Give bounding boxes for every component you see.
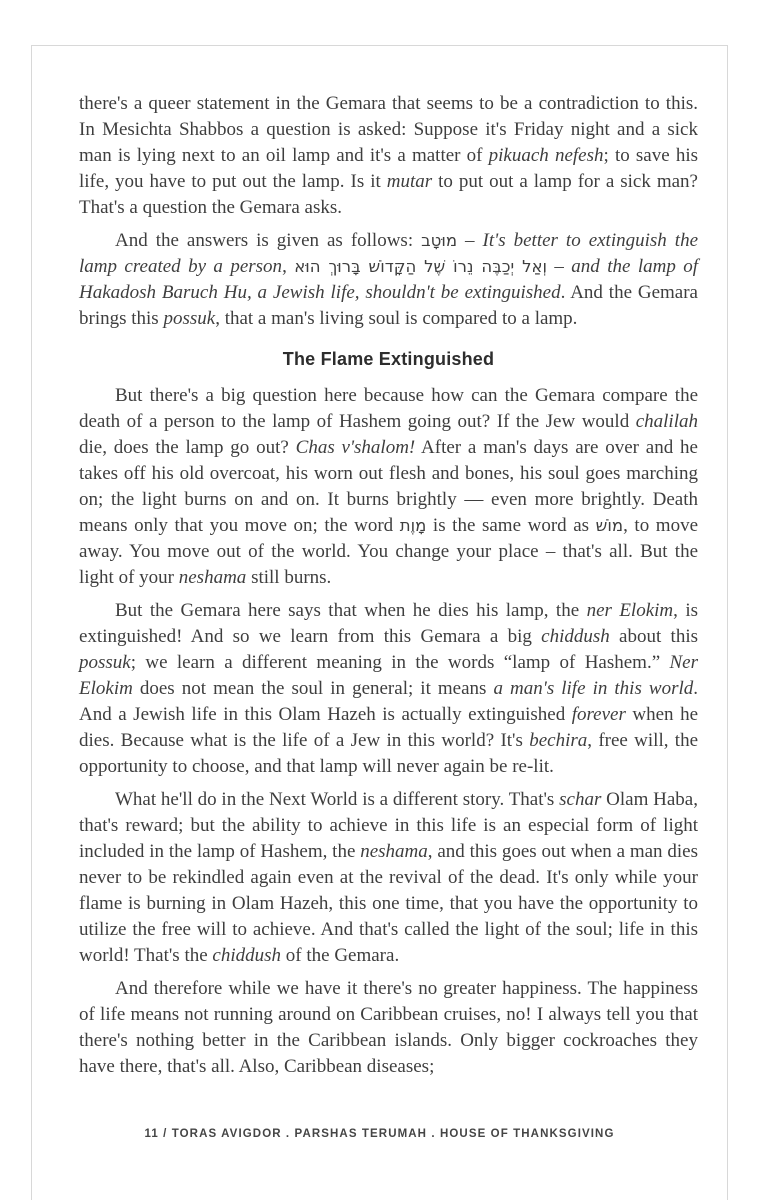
- body-text: is the same word as: [426, 515, 596, 536]
- body-text: , is extinguished! And so we learn from this Gemara a big: [79, 600, 699, 647]
- italic-text: Ner Elokim: [79, 652, 698, 699]
- body-text: there's a queer statement in the Gemara that seems to be a contradiction to this. In Mesichta Shabbos a question is asked: Suppose it's Friday night and a sick man is lying next to an oil lamp and it's a matter of: [79, 93, 698, 166]
- italic-text: neshama: [178, 567, 247, 588]
- body-text: when he dies. Because what is the life of a Jew in this world? It's: [79, 704, 699, 751]
- body-text: And therefore while we have it there's no greater happiness. The happiness of life means not running around on Caribbean cruises, no! I always tell you that there's nothing better in the Caribbean islands. Only bigger cockroaches they have there, that's all. Also, Caribbean diseases;: [79, 978, 698, 1077]
- italic-text: neshama: [360, 841, 428, 862]
- body-text: ,: [282, 256, 295, 277]
- body-text: does not mean the soul in general; it means: [132, 678, 494, 699]
- body-text: about this: [609, 626, 698, 647]
- body-text: –: [546, 256, 572, 277]
- document-body: [32, 46, 727, 1080]
- body-text: Olam Haba, that's reward; but the ability to achieve in this life is an especial form of light included in the lamp of Hashem, the: [79, 789, 698, 862]
- italic-text: bechira: [529, 730, 588, 751]
- paragraph: [79, 228, 698, 332]
- italic-text: chiddush: [541, 626, 610, 647]
- body-text: After a man's days are over and he takes off his old overcoat, his worn out flesh and bones, his soul goes marching on; the light burns on and on. It burns brightly — even more brightly. Death means only that you move on; the word: [79, 437, 698, 536]
- italic-text: Chas v'shalom!: [295, 437, 416, 458]
- body-text: still burns.: [246, 567, 332, 588]
- italic-text: pikuach nefesh: [488, 145, 604, 166]
- hebrew-text: מוּטָב: [421, 231, 458, 250]
- italic-text: possuk: [163, 308, 216, 329]
- body-text: ; we learn a different meaning in the words “lamp of Hashem.”: [130, 652, 670, 673]
- body-text: , that a man's living soul is compared to a lamp.: [215, 308, 578, 329]
- hebrew-text: וְאַל יְכַבֶּה נֵרוֹ שֶׁל הַקָּדוֹשׁ בָּרוּךְ הוּא: [294, 257, 547, 276]
- body-text: to put out a lamp for a sick man? That's a question the Gemara asks.: [79, 171, 698, 218]
- italic-text: It's better to extinguish the lamp created by a person: [79, 230, 698, 277]
- paragraph: [79, 91, 698, 221]
- paragraph: [79, 976, 698, 1080]
- body-text: . And the Gemara brings this: [79, 282, 698, 329]
- body-text: . And a Jewish life in this Olam Hazeh is actually extinguished: [79, 678, 698, 725]
- section-heading: The Flame Extinguished: [282, 349, 495, 369]
- italic-text: forever: [571, 704, 626, 725]
- italic-text: schar: [559, 789, 602, 810]
- page-footer: 11 / TORAS AVIGDOR . PARSHAS TERUMAH . HOUSE OF THANKSGIVING: [144, 1128, 615, 1140]
- italic-text: chalilah: [635, 411, 698, 432]
- hebrew-text: מוֹשׁ: [595, 516, 624, 535]
- paragraph: [79, 787, 698, 969]
- body-text: And the answers is given as follows:: [115, 230, 422, 251]
- body-text: But there's a big question here because how can the Gemara compare the death of a person to the lamp of Hashem going out? If the Jew would: [79, 385, 698, 432]
- document-page: [31, 45, 728, 1200]
- body-text: But the Gemara here says that when he dies his lamp, the: [115, 600, 587, 621]
- italic-text: mutar: [386, 171, 433, 192]
- paragraph: [79, 383, 698, 591]
- hebrew-text: מָוֶת: [399, 516, 427, 535]
- italic-text: ner Elokim: [586, 600, 674, 621]
- paragraph: [79, 598, 698, 780]
- italic-text: a man's life in this world: [493, 678, 694, 699]
- body-text: ; to save his life, you have to put out the lamp. Is it: [79, 145, 698, 192]
- body-text: , to move away. You move out of the world. You change your place – that's all. But the light of your: [79, 515, 698, 588]
- body-text: die, does the lamp go out?: [79, 437, 296, 458]
- italic-text: and the lamp of Hakadosh Baruch Hu, a Jewish life, shouldn't be extinguished: [79, 256, 699, 303]
- body-text: , free will, the opportunity to choose, and that lamp will never again be re-lit.: [79, 730, 699, 777]
- italic-text: possuk: [79, 652, 131, 673]
- body-text: , and this goes out when a man dies never to be rekindled again even at the revival of the dead. It's only while your flame is burning in Olam Hazeh, this one time, that you have the opportunity to utilize the free will to achieve. And that's called the light of the soul; life in this world! That's the: [79, 841, 698, 966]
- body-text: –: [457, 230, 483, 251]
- body-text: of the Gemara.: [281, 945, 400, 966]
- italic-text: chiddush: [212, 945, 282, 966]
- body-text: What he'll do in the Next World is a different story. That's: [115, 789, 560, 810]
